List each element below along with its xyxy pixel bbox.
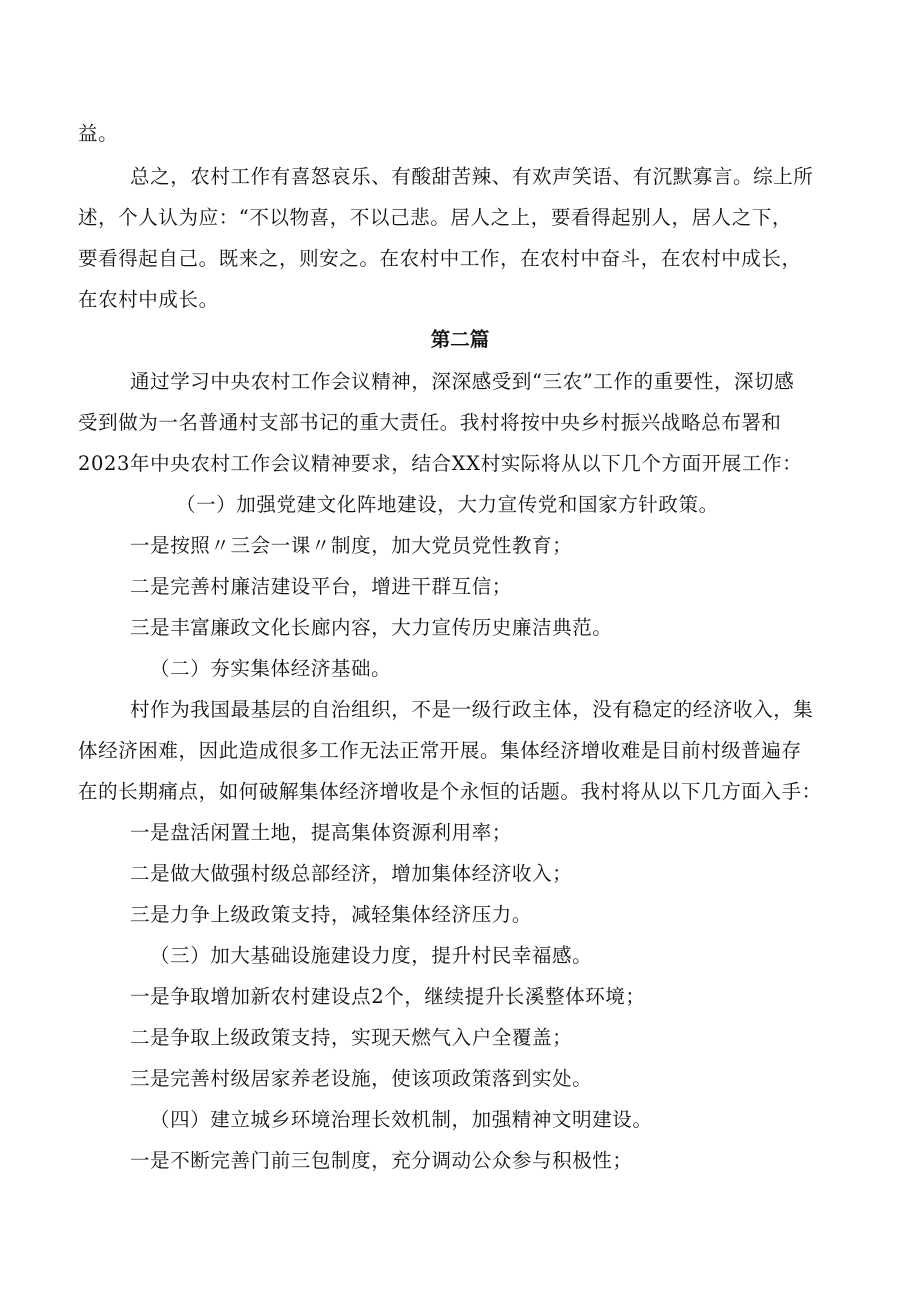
subheading: （二）夯实集体经济基础。 bbox=[150, 657, 392, 680]
paragraph-line: 在农村中成长。 bbox=[78, 288, 219, 311]
paragraph-line: 总之，农村工作有喜怒哀乐、有酸甜苦辣、有欢声笑语、有沉默寡言。综上所 bbox=[130, 165, 814, 188]
list-item: 三是完善村级居家养老设施，使该项政策落到实处。 bbox=[130, 1067, 593, 1090]
paragraph-line: 要看得起自己。既来之，则安之。在农村中工作，在农村中奋斗，在农村中成长， bbox=[78, 247, 802, 270]
list-item: 一是争取增加新农村建设点2个，继续提升长溪整体环境； bbox=[130, 985, 646, 1008]
list-item: 一是不断完善门前三包制度，充分调动公众参与积极性； bbox=[130, 1149, 633, 1172]
list-item: 三是力争上级政策支持，减轻集体经济压力。 bbox=[130, 903, 533, 926]
paragraph-line: 体经济困难，因此造成很多工作无法正常开展。集体经济增收难是目前村级普遍存 bbox=[78, 739, 802, 762]
paragraph-line: 在的长期痛点，如何破解集体经济增收是个永恒的话题。我村将从以下几方面入手： bbox=[78, 780, 822, 803]
list-item: 一是按照〃三会一课〃制度，加大党员党性教育； bbox=[130, 534, 573, 557]
list-item: 二是争取上级政策支持，实现天燃气入户全覆盖； bbox=[130, 1026, 573, 1049]
list-item: 二是完善村廉洁建设平台，增进干群互信； bbox=[130, 575, 512, 598]
subheading: （四）建立城乡环境治理长效机制，加强精神文明建设。 bbox=[150, 1108, 653, 1131]
subheading: （一）加强党建文化阵地建设，大力宣传党和国家方针政策。 bbox=[176, 493, 719, 516]
paragraph-line: 述，个人认为应：“不以物喜，不以己悲。居人之上，要看得起别人，居人之下， bbox=[78, 206, 793, 229]
subheading: （三）加大基础设施建设力度，提升村民幸福感。 bbox=[150, 944, 593, 967]
list-item: 一是盘活闲置土地，提高集体资源利用率； bbox=[130, 821, 512, 844]
paragraph-line: 2023年中央农村工作会议精神要求，结合XX村实际将从以下几个方面开展工作： bbox=[78, 452, 803, 475]
list-item: 二是做大做强村级总部经济，增加集体经济收入； bbox=[130, 862, 573, 885]
paragraph-line: 受到做为一名普通村支部书记的重大责任。我村将按中央乡村振兴战略总布署和 bbox=[78, 411, 782, 434]
list-item: 三是丰富廉政文化长廊内容，大力宣传历史廉洁典范。 bbox=[130, 616, 613, 639]
section-title: 第二篇 bbox=[430, 328, 490, 351]
paragraph-line: 村作为我国最基层的自治组织，不是一级行政主体，没有稳定的经济收入，集 bbox=[130, 698, 814, 721]
paragraph-line: 益。 bbox=[78, 122, 119, 145]
paragraph-line: 通过学习中央农村工作会议精神，深深感受到“三农”工作的重要性，深切感 bbox=[130, 370, 795, 393]
